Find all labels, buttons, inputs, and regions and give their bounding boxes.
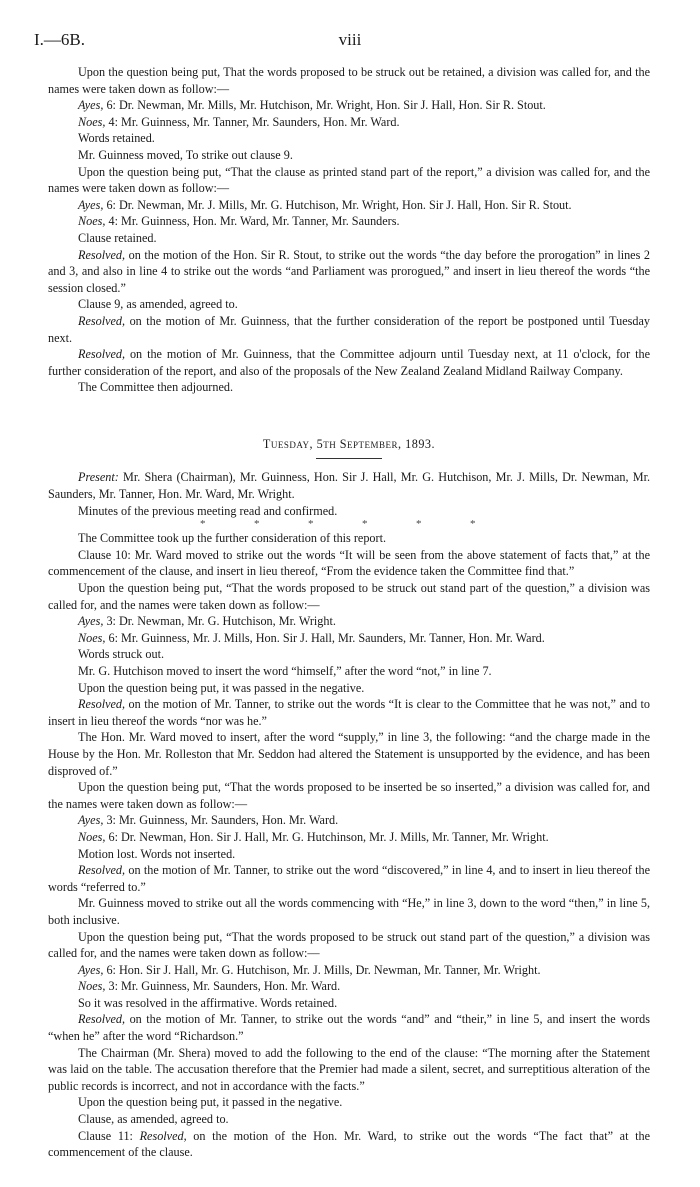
paragraph-text: Upon the question being put, it was passed in the negative. <box>78 680 365 695</box>
paragraph <box>48 64 650 97</box>
paragraph-text: on the motion of Mr. Tanner, to strike out the word “discovered,” in line 4, and to insert in lieu thereof the words “referred to.” <box>48 863 650 894</box>
paragraph-lead: Resolved, <box>78 247 126 262</box>
paragraph-text: Minutes of the previous meeting read and confirmed. <box>78 503 338 518</box>
paragraph-text: Mr. Guinness moved to strike out all the words commencing with “He,” in line 3, down to the word “then,” in line 5, both inclusive. <box>48 896 650 927</box>
paragraph <box>48 995 650 1012</box>
paragraph-lead: Ayes, <box>78 614 104 629</box>
paragraph-lead: Ayes, <box>78 98 104 113</box>
paragraph <box>48 379 650 396</box>
paragraph-lead: Noes, <box>78 979 106 994</box>
omission-star: * <box>254 518 260 531</box>
paragraph-text: Mr. G. Hutchison moved to insert the word “himself,” after the word “not,” in line 7. <box>78 664 492 678</box>
paragraph <box>48 613 650 630</box>
paragraph <box>48 729 650 779</box>
paragraph <box>48 197 650 214</box>
paragraph-text: Words retained. <box>78 131 155 146</box>
paragraph-lead: Resolved, <box>78 313 126 328</box>
paragraph-text: 4: Mr. Guinness, Mr. Tanner, Mr. Saunders, Hon. Mr. Ward. <box>105 114 400 129</box>
paragraph-text: Clause retained. <box>78 230 157 245</box>
paragraph <box>48 696 650 729</box>
paragraph <box>48 530 650 547</box>
paragraph-text: Mr. Guinness moved, To strike out clause 9. <box>78 147 293 162</box>
paragraph-lead: Resolved, <box>139 1128 187 1143</box>
paragraph <box>48 812 650 829</box>
paragraph-text: on the motion of the Hon. Sir R. Stout, to strike out the words “the day before the prorogation” in lines 2 and 3, and also in line 4 to strike out the words “and Parliament was prorogued,” and insert in lieu thereof the words “the session closed.” <box>48 247 650 295</box>
paragraph-text: 6: Dr. Newman, Mr. J. Mills, Mr. G. Hutchison, Mr. Wright, Hon. Sir J. Hall, Hon. Sir R. Stout. <box>103 197 572 212</box>
paragraph <box>48 247 650 297</box>
paragraph-text: 4: Mr. Guinness, Hon. Mr. Ward, Mr. Tanner, Mr. Saunders. <box>105 214 400 229</box>
paragraph <box>48 313 650 346</box>
paragraph-text: The Hon. Mr. Ward moved to insert, after the word “supply,” in line 3, the following: “and the charge made in the House by the Hon. Mr. Rolleston that Mr. Seddon had altered the Statement is unsupported by the evidence, and has been disproved of.” <box>48 730 650 778</box>
paragraph <box>48 1011 650 1044</box>
paragraph-text: Upon the question being put, “That the words proposed to be struck out stand part of the question,” a division was called for, and the names were taken down as follow:— <box>48 581 650 612</box>
minutes-section-previous <box>48 64 650 396</box>
paragraph-text: on the motion of Mr. Tanner, to strike out the words “and” and “their,” in line 5, and insert the words “when he” after the word “Richardson.” <box>48 1012 650 1044</box>
paragraph <box>48 164 650 197</box>
paragraph-text: The Chairman (Mr. Shera) moved to add the following to the end of the clause: “The morning after the Statement was laid on the table. The accusation therefore that the Premier had made a silent, secret, and surreptitious alteration of the public records is incorrect, and not in accordance with the facts.” <box>48 1045 650 1093</box>
paragraph <box>48 469 650 502</box>
paragraph-lead: Noes, <box>78 630 106 645</box>
paragraph <box>48 779 650 812</box>
paragraph <box>48 296 650 313</box>
document-reference: I.—6B. <box>34 30 85 49</box>
paragraph-text: Clause 11: <box>78 1128 140 1143</box>
paragraph-text: Words struck out. <box>78 647 165 662</box>
paragraph-text: Upon the question being put, “That the words proposed to be struck out stand part of the question,” a division was called for, and the names were taken down as follow:— <box>48 929 650 961</box>
paragraph-text: So it was resolved in the affirmative. Words retained. <box>78 995 338 1010</box>
paragraph-text: 3: Mr. Guinness, Mr. Saunders, Hon. Mr. Ward. <box>103 813 339 828</box>
paragraph-text: 3: Mr. Guinness, Mr. Saunders, Hon. Mr. Ward. <box>105 979 341 994</box>
paragraph <box>48 213 650 230</box>
minutes-section-current <box>48 530 650 1161</box>
paragraph-text: Upon the question being put, “That the clause as printed stand part of the report,” a division was called for, and the names were taken down as follow:— <box>48 164 650 196</box>
paragraph-text: Mr. Shera (Chairman), Mr. Guinness, Hon. Sir J. Hall, Mr. G. Hutchison, Mr. J. Mills, Dr. Newman, Mr. Saunders, Mr. Tanner, Hon. Mr. Ward, Mr. Wright. <box>48 470 650 502</box>
paragraph <box>48 630 650 647</box>
meeting-date-heading: Tuesday, 5th September, 1893. <box>262 436 436 451</box>
paragraph-lead: Resolved, <box>78 863 126 878</box>
paragraph <box>48 929 650 962</box>
document-body <box>48 64 650 1161</box>
paragraph <box>48 230 650 247</box>
paragraph <box>48 663 650 680</box>
paragraph-lead: Noes, <box>78 114 106 129</box>
omission-stars <box>48 519 650 530</box>
paragraph <box>48 346 650 379</box>
paragraph-text: The Committee then adjourned. <box>78 380 234 395</box>
paragraph <box>48 978 650 995</box>
paragraph-lead: Noes, <box>78 214 106 229</box>
paragraph <box>48 1128 650 1161</box>
paragraph <box>48 646 650 663</box>
section-gap <box>48 396 650 436</box>
paragraph-lead: Resolved, <box>78 697 126 712</box>
paragraph-text: on the motion of Mr. Guinness, that the Committee adjourn until Tuesday next, at 11 o'clock, for the further consideration of the report, and also of the proposals of the New Zealand Zealand Midland Railway Company. <box>48 347 650 378</box>
meeting-opening <box>48 469 650 519</box>
omission-star: * <box>362 518 368 531</box>
paragraph-text: Clause, as amended, agreed to. <box>78 1112 229 1127</box>
paragraph-text: 6: Dr. Newman, Hon. Sir J. Hall, Mr. G. Hutchinson, Mr. J. Mills, Mr. Tanner, Mr. Wright. <box>105 829 549 844</box>
paragraph-lead: Noes, <box>78 829 106 844</box>
paragraph <box>48 114 650 131</box>
omission-star: * <box>416 518 422 531</box>
paragraph-lead: Resolved, <box>78 1012 126 1027</box>
paragraph <box>48 147 650 164</box>
paragraph-lead: Ayes, <box>78 197 104 212</box>
paragraph <box>48 829 650 846</box>
paragraph-text: 6: Mr. Guinness, Mr. J. Mills, Hon. Sir J. Hall, Mr. Saunders, Mr. Tanner, Hon. Mr. Ward. <box>105 630 545 645</box>
paragraph <box>48 503 650 520</box>
paragraph-text: on the motion of Mr. Guinness, that the further consideration of the report be postponed until Tuesday next. <box>48 313 650 345</box>
paragraph-text: Upon the question being put, “That the words proposed to be inserted be so inserted,” a division was called for, and the names were taken down as follow:— <box>48 780 650 811</box>
paragraph <box>48 97 650 114</box>
paragraph-lead: Present: <box>78 470 119 485</box>
paragraph-text: Clause 9, as amended, agreed to. <box>78 297 238 312</box>
paragraph-text: 6: Hon. Sir J. Hall, Mr. G. Hutchison, Mr. J. Mills, Dr. Newman, Mr. Tanner, Mr. Wright. <box>103 962 541 977</box>
paragraph-text: 3: Dr. Newman, Mr. G. Hutchison, Mr. Wright. <box>103 614 336 629</box>
paragraph-text: Clause 10: Mr. Ward moved to strike out the words “It will be seen from the above statement of facts that,” at the commencement of the clause, and insert in lieu thereof, “From the evidence taken the Committee find that.” <box>48 547 650 579</box>
paragraph <box>48 962 650 979</box>
paragraph <box>48 1094 650 1111</box>
paragraph <box>48 580 650 613</box>
page-header <box>34 30 666 52</box>
paragraph-lead: Resolved, <box>78 347 126 362</box>
paragraph <box>48 895 650 928</box>
paragraph-lead: Ayes, <box>78 962 104 977</box>
paragraph-text: Motion lost. Words not inserted. <box>78 846 236 861</box>
paragraph-text: on the motion of the Hon. Mr. Ward, to strike out the words “The fact that” at the commencement of the clause. <box>48 1128 650 1160</box>
paragraph <box>48 862 650 895</box>
paragraph <box>48 130 650 147</box>
omission-star: * <box>200 518 206 531</box>
paragraph-text: 6: Dr. Newman, Mr. Mills, Mr. Hutchison, Mr. Wright, Hon. Sir J. Hall, Hon. Sir R. Stout. <box>103 98 546 113</box>
paragraph-lead: Ayes, <box>78 813 104 828</box>
paragraph-text: The Committee took up the further consideration of this report. <box>78 531 386 546</box>
paragraph-text: Upon the question being put, That the words proposed to be struck out be retained, a division was called for, and the names were taken down as follow:— <box>48 65 650 96</box>
paragraph <box>48 680 650 697</box>
omission-star: * <box>470 518 476 531</box>
paragraph-text: Upon the question being put, it passed in the negative. <box>78 1095 343 1110</box>
paragraph <box>48 846 650 863</box>
omission-star: * <box>308 518 314 531</box>
paragraph-text: on the motion of Mr. Tanner, to strike out the words “It is clear to the Committee that he was not,” and to insert in lieu thereof the words “nor was he.” <box>48 697 650 728</box>
paragraph <box>48 547 650 580</box>
paragraph <box>48 1111 650 1128</box>
page-number: viii <box>338 30 362 49</box>
paragraph <box>48 1045 650 1095</box>
